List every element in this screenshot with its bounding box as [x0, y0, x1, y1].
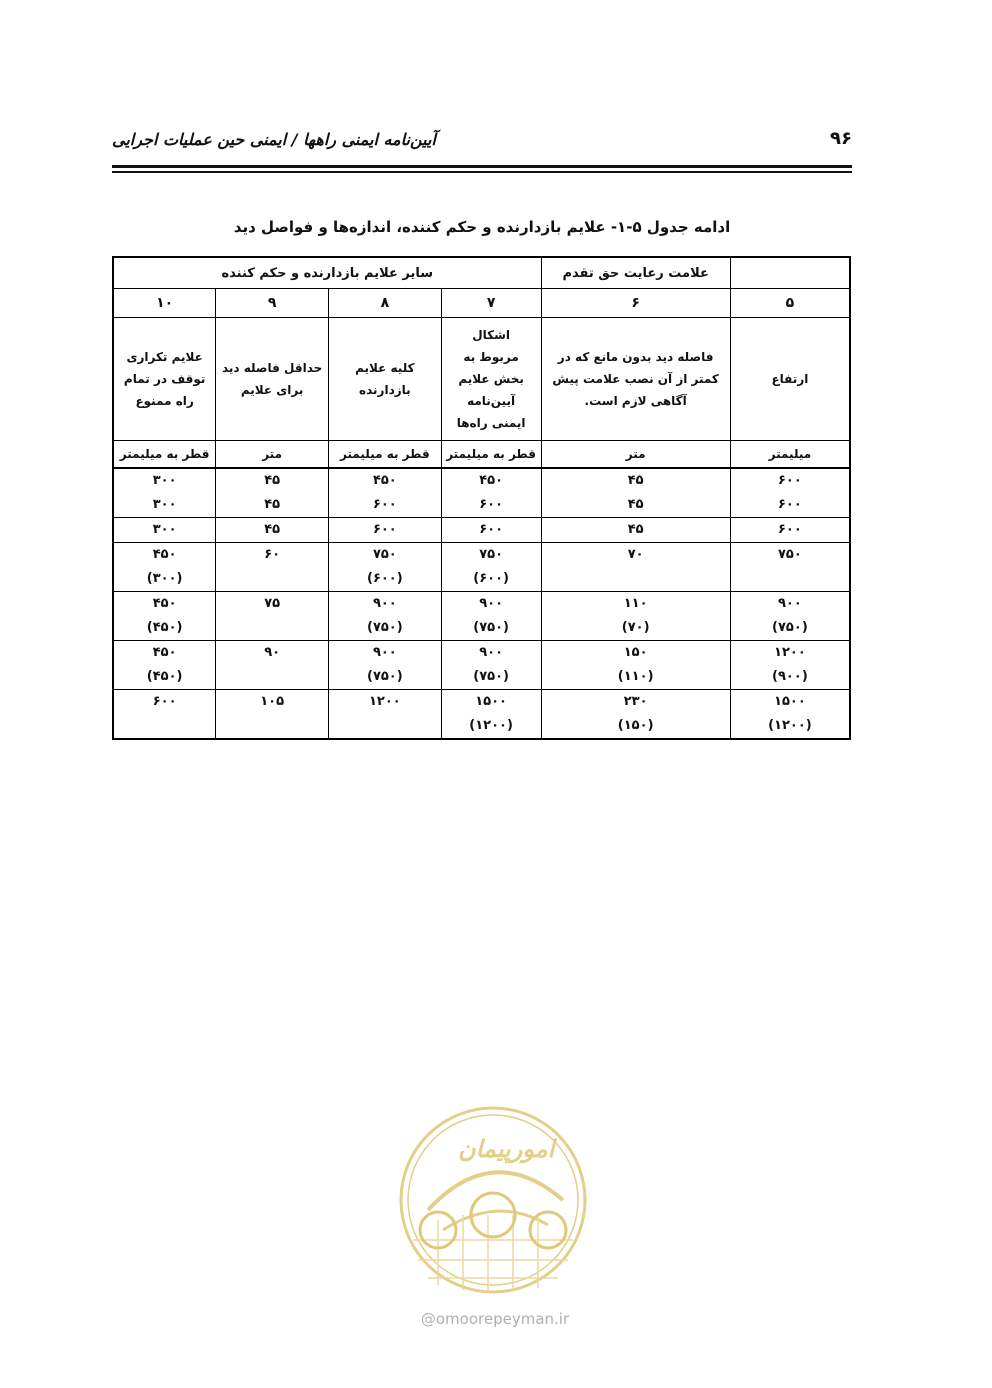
cell-min-sight-distance: [216, 690, 329, 740]
cell-all-prohibitory-line: ۷۵۰: [372, 547, 397, 562]
cell-shape-ref-line: (۱۲۰۰): [469, 718, 513, 733]
cell-min-sight-distance: [216, 518, 329, 543]
cell-shape-ref: [441, 690, 541, 740]
cell-all-prohibitory: [328, 468, 441, 518]
cell-yield-distance-line: ۴۵: [627, 522, 644, 537]
signs-table: [112, 256, 851, 740]
table-caption: ادامه جدول ۵-۱- علایم بازدارنده و حکم کننده، اندازه‌ها و فواصل دید: [233, 218, 731, 236]
cell-yield-distance-line: ۴۵: [627, 473, 644, 488]
col-unit-height: میلیمتر: [730, 441, 850, 469]
col-unit-shape-ref: قطر به میلیمتر: [441, 441, 541, 469]
units-row: [113, 441, 850, 469]
cell-height: [730, 518, 850, 543]
col-desc-repeat-no-stop-line: علایم تکراری: [126, 350, 203, 364]
cell-height-line: ۹۰۰: [778, 596, 802, 611]
cell-yield-distance-line: (۱۱۰): [617, 669, 654, 684]
cell-yield-distance-line: (۷۰): [621, 620, 650, 635]
cell-height: [730, 592, 850, 641]
col-desc-shape-ref-line: مربوط به: [463, 350, 519, 364]
cell-height-line: ۱۵۰۰: [774, 694, 806, 709]
col-desc-repeat-no-stop: [113, 318, 216, 441]
col-desc-shape-ref: [441, 318, 541, 441]
cell-min-sight-distance: [216, 592, 329, 641]
cell-yield-distance-line: (۱۵۰): [617, 718, 654, 733]
cell-min-sight-distance: [216, 641, 329, 690]
cell-all-prohibitory-line: (۷۵۰): [366, 669, 403, 684]
col-desc-all-prohibitory: [328, 318, 441, 441]
cell-min-sight-distance-line: ۴۵: [264, 473, 281, 488]
cell-shape-ref-line: (۷۵۰): [473, 669, 509, 684]
cell-height-line: ۶۰۰: [778, 497, 802, 512]
cell-yield-distance: [541, 592, 730, 641]
col-desc-yield-distance-line: آگاهی لازم است.: [584, 394, 687, 408]
col-desc-height: [730, 318, 850, 441]
group-header-row: [113, 257, 850, 289]
cell-yield-distance: [541, 641, 730, 690]
cell-height-line: (۱۲۰۰): [768, 718, 812, 733]
cell-height-line: (۷۵۰): [772, 620, 808, 635]
cell-shape-ref-line: (۶۰۰): [473, 571, 509, 586]
cell-height: [730, 690, 850, 740]
cell-yield-distance: [541, 690, 730, 740]
col-number-all-prohibitory: ۸: [328, 289, 441, 318]
cell-yield-distance-line: ۱۱۰: [623, 596, 648, 611]
col-desc-yield-distance: [541, 318, 730, 441]
cell-min-sight-distance: [216, 468, 329, 518]
cell-repeat-no-stop-line: ۴۵۰: [152, 547, 177, 562]
cell-repeat-no-stop-line: ۶۰۰: [152, 694, 177, 709]
cell-yield-distance-line: ۱۵۰: [623, 645, 648, 660]
col-unit-yield-distance: متر: [541, 441, 730, 469]
cell-yield-distance-line: ۲۳۰: [623, 694, 648, 709]
col-desc-min-sight-distance-line: برای علایم: [240, 383, 304, 397]
col-number-shape-ref: ۷: [441, 289, 541, 318]
cell-repeat-no-stop-line: ۳۰۰: [152, 522, 177, 537]
cell-yield-distance: [541, 518, 730, 543]
col-desc-repeat-no-stop-line: توقف در تمام: [123, 372, 206, 386]
group-header-empty: [730, 257, 850, 289]
header-rule-thick: [112, 165, 852, 168]
col-desc-shape-ref-line: آیین‌نامه: [467, 394, 516, 408]
cell-min-sight-distance-line: ۹۰: [264, 645, 281, 660]
cell-min-sight-distance-line: ۶۰: [264, 547, 281, 562]
cell-shape-ref-line: ۹۰۰: [479, 596, 504, 611]
cell-all-prohibitory-line: (۷۵۰): [366, 620, 403, 635]
cell-min-sight-distance-line: ۷۵: [264, 596, 281, 611]
cell-min-sight-distance-line: ۴۵: [264, 522, 281, 537]
cell-yield-distance-line: ۷۰: [627, 547, 644, 562]
cell-repeat-no-stop: [113, 468, 216, 518]
cell-shape-ref-line: ۴۵۰: [479, 473, 504, 488]
running-title: آیین‌نامه ایمنی راهها / ایمنی حین عملیات اجرایی: [112, 130, 436, 149]
col-unit-all-prohibitory: قطر به میلیمتر: [328, 441, 441, 469]
cell-all-prohibitory-line: ۹۰۰: [372, 596, 397, 611]
group-header-yield: علامت رعایت حق تقدم: [541, 257, 730, 289]
cell-shape-ref: [441, 592, 541, 641]
cell-height-line: (۹۰۰): [772, 669, 808, 684]
col-desc-shape-ref-line: بخش علایم: [458, 372, 524, 386]
table-row: [113, 690, 850, 740]
col-desc-height-line: ارتفاع: [771, 372, 809, 386]
cell-repeat-no-stop: [113, 641, 216, 690]
cell-repeat-no-stop-line: (۴۵۰): [146, 669, 183, 684]
watermark-logo-text: امورپیمان: [458, 1134, 555, 1163]
cell-shape-ref-line: ۶۰۰: [479, 522, 504, 537]
cell-all-prohibitory: [328, 543, 441, 592]
table-row: [113, 641, 850, 690]
cell-shape-ref-line: ۶۰۰: [479, 497, 504, 512]
cell-shape-ref-line: ۱۵۰۰: [475, 694, 507, 709]
table-row: [113, 543, 850, 592]
col-desc-all-prohibitory-line: بازدارنده: [359, 383, 411, 397]
cell-repeat-no-stop: [113, 690, 216, 740]
col-unit-repeat-no-stop: قطر به میلیمتر: [113, 441, 216, 469]
cell-repeat-no-stop-line: ۴۵۰: [152, 645, 177, 660]
cell-all-prohibitory: [328, 592, 441, 641]
col-number-yield-distance: ۶: [541, 289, 730, 318]
group-header-other: سایر علایم بازدارنده و حکم کننده: [113, 257, 541, 289]
col-desc-yield-distance-line: فاصله دید بدون مانع که در: [557, 350, 714, 364]
page-header: [112, 128, 852, 158]
cell-shape-ref-line: ۷۵۰: [479, 547, 504, 562]
col-desc-yield-distance-line: کمتر از آن نصب علامت پیش: [552, 372, 719, 386]
cell-all-prohibitory-line: ۴۵۰: [372, 473, 397, 488]
watermark-url: @omoorepeyman.ir: [420, 1310, 570, 1328]
cell-all-prohibitory: [328, 518, 441, 543]
watermark-logo: [388, 1100, 598, 1300]
col-desc-min-sight-distance-line: حداقل فاصله دید: [221, 361, 323, 375]
cell-min-sight-distance-line: ۴۵: [264, 497, 281, 512]
col-number-repeat-no-stop: ۱۰: [113, 289, 216, 318]
watermark-emblem-icon: [388, 1100, 598, 1300]
cell-min-sight-distance: [216, 543, 329, 592]
cell-shape-ref: [441, 468, 541, 518]
cell-all-prohibitory-line: ۱۲۰۰: [368, 694, 401, 709]
cell-all-prohibitory: [328, 641, 441, 690]
cell-yield-distance-line: ۴۵: [627, 497, 644, 512]
col-desc-shape-ref-line: اشکال: [472, 328, 511, 342]
cell-shape-ref: [441, 641, 541, 690]
cell-min-sight-distance-line: ۱۰۵: [260, 694, 285, 709]
cell-yield-distance: [541, 468, 730, 518]
table-row: [113, 518, 850, 543]
cell-repeat-no-stop-line: (۳۰۰): [146, 571, 183, 586]
cell-repeat-no-stop-line: (۴۵۰): [146, 620, 183, 635]
col-desc-shape-ref-line: ایمنی راه‌ها: [456, 416, 526, 430]
cell-all-prohibitory-line: (۶۰۰): [366, 571, 403, 586]
cell-all-prohibitory-line: ۶۰۰: [372, 497, 397, 512]
cell-height: [730, 468, 850, 518]
col-unit-min-sight-distance: متر: [216, 441, 329, 469]
cell-repeat-no-stop: [113, 518, 216, 543]
cell-repeat-no-stop: [113, 543, 216, 592]
col-number-height: ۵: [730, 289, 850, 318]
col-desc-all-prohibitory-line: کلیه علایم: [355, 361, 415, 375]
cell-repeat-no-stop: [113, 592, 216, 641]
header-rule-thin: [112, 171, 852, 173]
cell-shape-ref-line: ۹۰۰: [479, 645, 504, 660]
cell-all-prohibitory: [328, 690, 441, 740]
table-row: [113, 468, 850, 518]
cell-height-line: ۷۵۰: [778, 547, 802, 562]
column-number-row: [113, 289, 850, 318]
table-row: [113, 592, 850, 641]
cell-height-line: ۶۰۰: [778, 522, 802, 537]
cell-height-line: ۱۲۰۰: [774, 645, 806, 660]
page-number: ۹۶: [830, 128, 852, 149]
col-number-min-sight-distance: ۹: [216, 289, 329, 318]
cell-shape-ref: [441, 543, 541, 592]
cell-all-prohibitory-line: ۶۰۰: [372, 522, 397, 537]
cell-yield-distance: [541, 543, 730, 592]
table-body: [113, 468, 850, 739]
col-desc-min-sight-distance: [216, 318, 329, 441]
cell-height: [730, 641, 850, 690]
cell-repeat-no-stop-line: ۳۰۰: [152, 473, 177, 488]
cell-height: [730, 543, 850, 592]
cell-shape-ref-line: (۷۵۰): [473, 620, 509, 635]
cell-all-prohibitory-line: ۹۰۰: [372, 645, 397, 660]
description-row: [113, 318, 850, 441]
cell-shape-ref: [441, 518, 541, 543]
cell-repeat-no-stop-line: ۳۰۰: [152, 497, 177, 512]
cell-repeat-no-stop-line: ۴۵۰: [152, 596, 177, 611]
col-desc-repeat-no-stop-line: راه ممنوع: [135, 394, 194, 408]
cell-height-line: ۶۰۰: [778, 473, 802, 488]
